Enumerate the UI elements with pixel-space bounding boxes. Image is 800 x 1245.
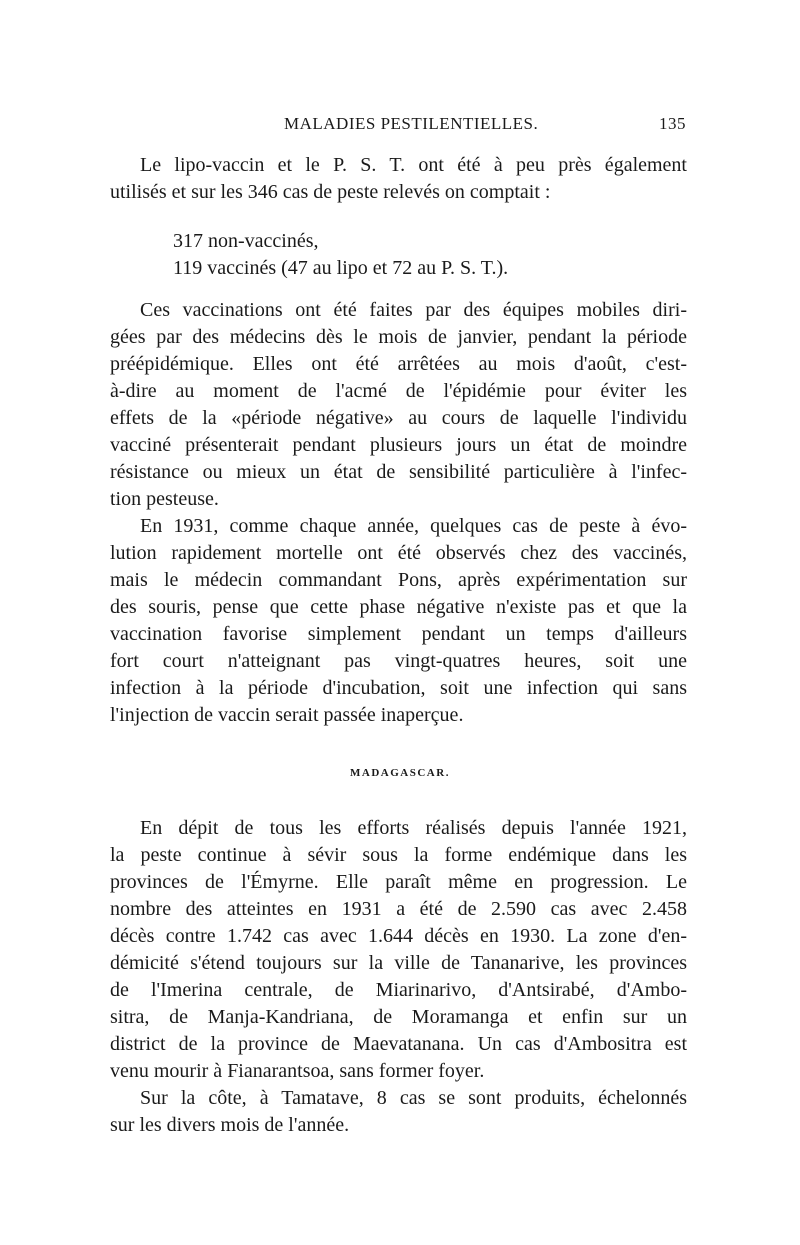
text-line: l'injection de vaccin serait passée inaperçue.	[110, 704, 464, 726]
text-line: nombre des atteintes en 1931 a été de 2.590 cas avec 2.458	[110, 898, 687, 920]
text-line: sur les divers mois de l'année.	[110, 1114, 350, 1136]
text-line: préépidémique. Elles ont été arrêtées au mois d'août, c'est-	[110, 353, 687, 375]
running-title: MALADIES PESTILENTIELLES.	[284, 114, 539, 133]
text-line: utilisés et sur les 346 cas de peste relevés on comptait :	[110, 181, 551, 203]
madagascar-paragraph	[110, 815, 687, 1085]
text-line: venu mourir à Fianarantsoa, sans former foyer.	[110, 1060, 485, 1082]
text-line: Le lipo-vaccin et le P. S. T. ont été à peu près également	[140, 154, 687, 176]
text-line: vacciné présenterait pendant plusieurs jours un état de moindre	[110, 434, 687, 456]
case-count-list	[173, 228, 508, 282]
text-line: à-dire au moment de l'acmé de l'épidémie pour éviter les	[110, 380, 687, 402]
text-line: Ces vaccinations ont été faites par des équipes mobiles diri-	[140, 299, 687, 321]
text-line: tion pesteuse.	[110, 488, 219, 510]
text-line: effets de la «période négative» au cours de laquelle l'individu	[110, 407, 687, 429]
text-line: gées par des médecins dès le mois de janvier, pendant la période	[110, 326, 687, 348]
section-heading: MADAGASCAR.	[350, 767, 450, 779]
text-line: En dépit de tous les efforts réalisés depuis l'année 1921,	[140, 817, 687, 839]
text-line: démicité s'étend toujours sur la ville de Tananarive, les provinces	[110, 952, 687, 974]
text-line: fort court n'atteignant pas vingt-quatres heures, soit une	[110, 650, 687, 672]
text-line: infection à la période d'incubation, soit une infection qui sans	[110, 677, 687, 699]
text-line: lution rapidement mortelle ont été observés chez des vaccinés,	[110, 542, 687, 564]
text-line: mais le médecin commandant Pons, après expérimentation sur	[110, 569, 687, 591]
text-line: des souris, pense que cette phase négative n'existe pas et que la	[110, 596, 687, 618]
text-line: la peste continue à sévir sous la forme endémique dans les	[110, 844, 687, 866]
text-line: vaccination favorise simplement pendant un temps d'ailleurs	[110, 623, 687, 645]
text-line: sitra, de Manja-Kandriana, de Moramanga et enfin sur un	[110, 1006, 687, 1028]
text-line: Sur la côte, à Tamatave, 8 cas se sont produits, échelonnés	[140, 1087, 687, 1109]
intro-paragraph	[110, 152, 687, 206]
list-item: 119 vaccinés (47 au lipo et 72 au P. S. T.).	[173, 257, 509, 279]
text-line: résistance ou mieux un état de sensibilité particulière à l'infec-	[110, 461, 687, 483]
page-number: 135	[659, 114, 686, 133]
vaccination-paragraph	[110, 297, 687, 513]
text-line: En 1931, comme chaque année, quelques cas de peste à évo-	[140, 515, 687, 537]
text-line: provinces de l'Émyrne. Elle paraît même en progression. Le	[110, 871, 687, 893]
list-item: 317 non-vaccinés,	[173, 230, 319, 252]
text-line: district de la province de Maevatanana. Un cas d'Ambositra est	[110, 1033, 687, 1055]
year-1931-paragraph	[110, 513, 687, 729]
text-line: décès contre 1.742 cas avec 1.644 décès en 1930. La zone d'en-	[110, 925, 687, 947]
text-line: de l'Imerina centrale, de Miarinarivo, d'Antsirabé, d'Ambo-	[110, 979, 687, 1001]
tamatave-paragraph	[110, 1085, 687, 1139]
